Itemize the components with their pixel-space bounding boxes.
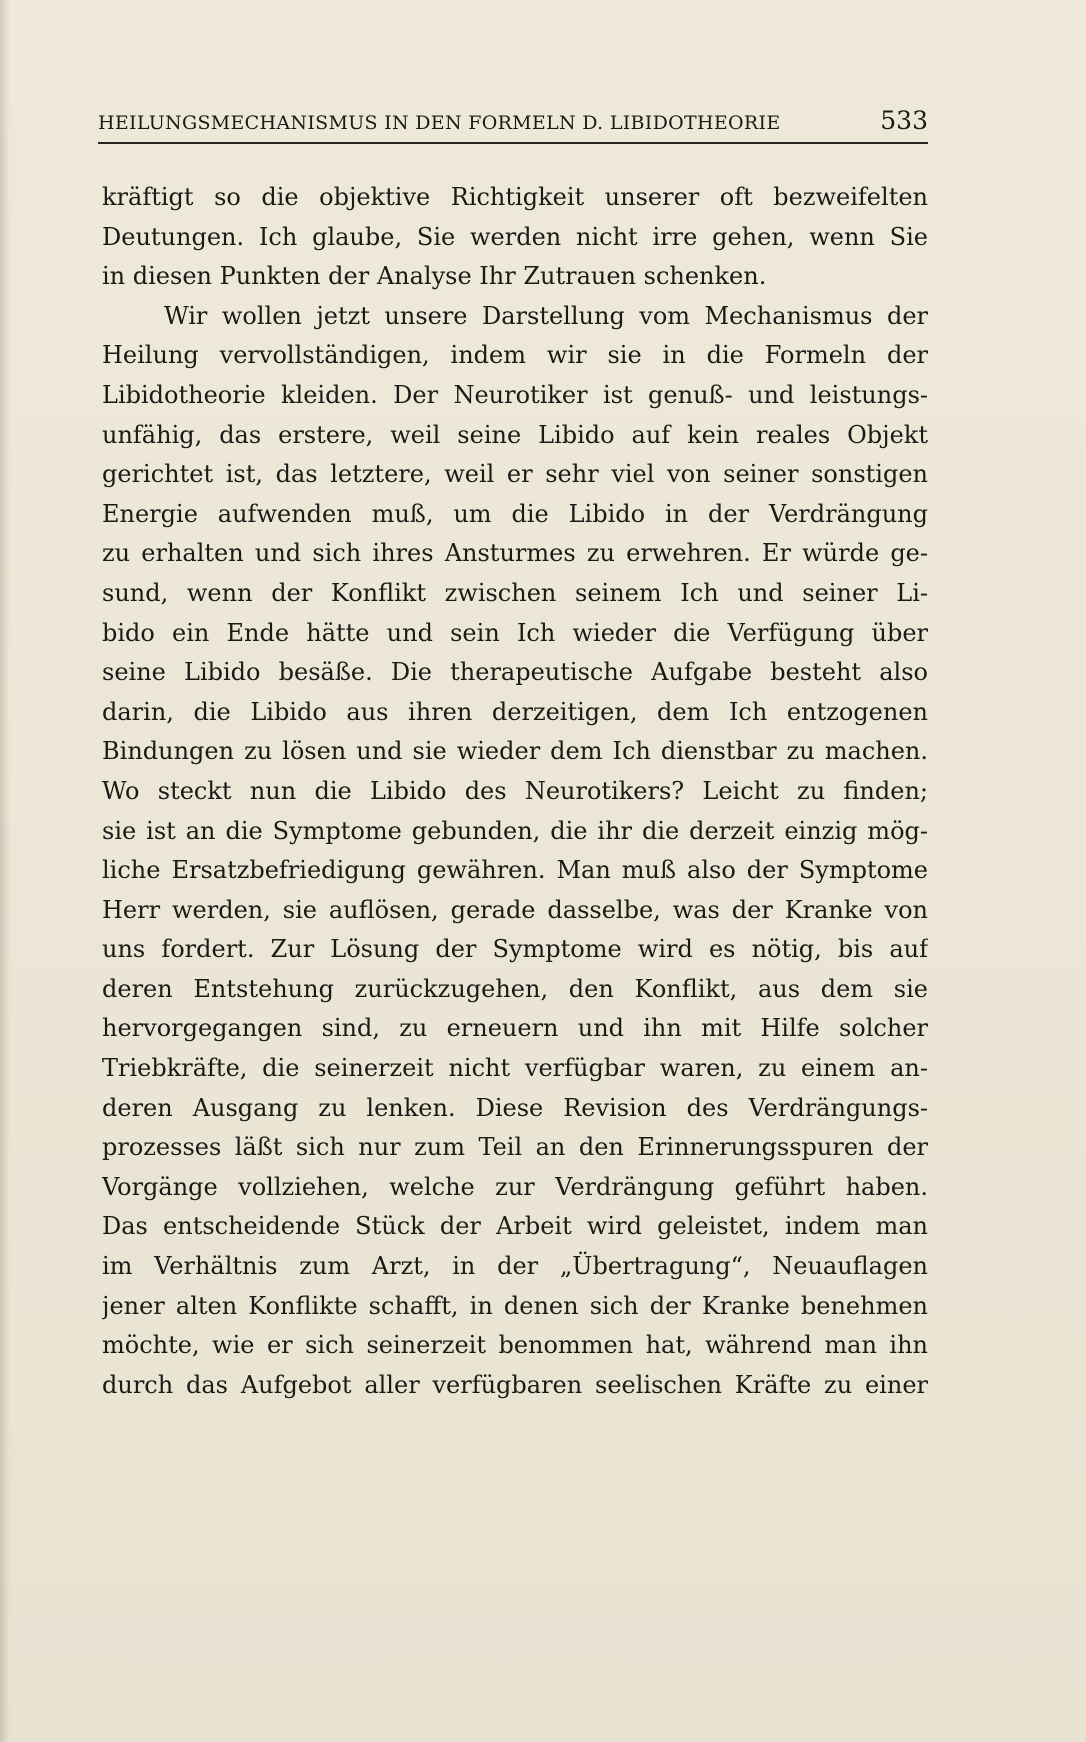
text-line: liche Ersatzbefriedigung gewähren. Man muß also der Symptome [102, 856, 928, 885]
text-line: Bindungen zu lösen und sie wieder dem Ich dienstbar zu machen. [102, 737, 928, 766]
text-line: Das entscheidende Stück der Arbeit wird geleistet, indem man [102, 1212, 928, 1241]
text-line: Libidotheorie kleiden. Der Neurotiker ist genuß- und leistungs- [102, 380, 928, 409]
text-line: gerichtet ist, das letztere, weil er sehr viel von seiner sonstigen [102, 460, 928, 489]
text-line: bido ein Ende hätte und sein Ich wieder die Verfügung über [102, 618, 928, 647]
text-line: Triebkräfte, die seinerzeit nicht verfügbar waren, zu einem an- [102, 1054, 928, 1083]
text-line: hervorgegangen sind, zu erneuern und ihn mit Hilfe solcher [102, 1014, 928, 1043]
text-line: jener alten Konflikte schafft, in denen sich der Kranke benehmen [102, 1291, 928, 1320]
text-line: Wo steckt nun die Libido des Neurotikers? Leicht zu finden; [102, 776, 928, 805]
paragraph-first-line: Wir wollen jetzt unsere Darstellung vom Mechanismus der [164, 301, 928, 330]
text-line: sund, wenn der Konflikt zwischen seinem Ich und seiner Li- [102, 578, 928, 607]
text-line: durch das Aufgebot aller verfügbaren seelischen Kräfte zu einer [102, 1370, 928, 1399]
text-line: Energie aufwenden muß, um die Libido in der Verdrängung [102, 499, 928, 528]
text-line: deren Ausgang zu lenken. Diese Revision des Verdrängungs- [102, 1093, 928, 1122]
text-line: unfähig, das erstere, weil seine Libido auf kein reales Objekt [102, 420, 928, 449]
body-text [102, 178, 928, 1405]
text-line: Heilung vervollständigen, indem wir sie in die Formeln der [102, 341, 928, 370]
text-line: kräftigt so die objektive Richtigkeit unserer oft bezweifelten [102, 183, 928, 211]
text-line: Vorgänge vollziehen, welche zur Verdrängung geführt haben. [102, 1172, 928, 1201]
header-rule [98, 142, 928, 144]
text-line: uns fordert. Zur Lösung der Symptome wird es nötig, bis auf [102, 935, 928, 964]
text-line: deren Entstehung zurückzugehen, den Konflikt, aus dem sie [102, 974, 928, 1003]
page-edge-shadow [0, 0, 10, 1742]
text-line: zu erhalten und sich ihres Ansturmes zu erwehren. Er würde ge- [102, 539, 928, 568]
text-line: Deutungen. Ich glaube, Sie werden nicht irre gehen, wenn Sie [102, 222, 928, 251]
page-header [98, 104, 928, 140]
text-line: Herr werden, sie auflösen, gerade dasselbe, was der Kranke von [102, 895, 928, 924]
text-line: möchte, wie er sich seinerzeit benommen hat, während man ihn [102, 1331, 928, 1360]
page-number: 533 [880, 106, 928, 135]
running-head: HEILUNGSMECHANISMUS IN DEN FORMELN D. LIBIDOTHEORIE [98, 112, 781, 134]
text-line: in diesen Punkten der Analyse Ihr Zutrauen schenken. [102, 262, 767, 291]
text-line: prozesses läßt sich nur zum Teil an den Erinnerungsspuren der [102, 1133, 928, 1162]
text-line: im Verhältnis zum Arzt, in der „Übertragung“, Neuauflagen [102, 1252, 928, 1281]
text-line: sie ist an die Symptome gebunden, die ihr die derzeit einzig mög- [102, 816, 928, 845]
text-line: darin, die Libido aus ihren derzeitigen, dem Ich entzogenen [102, 697, 928, 726]
text-line: seine Libido besäße. Die therapeutische Aufgabe besteht also [102, 658, 928, 687]
